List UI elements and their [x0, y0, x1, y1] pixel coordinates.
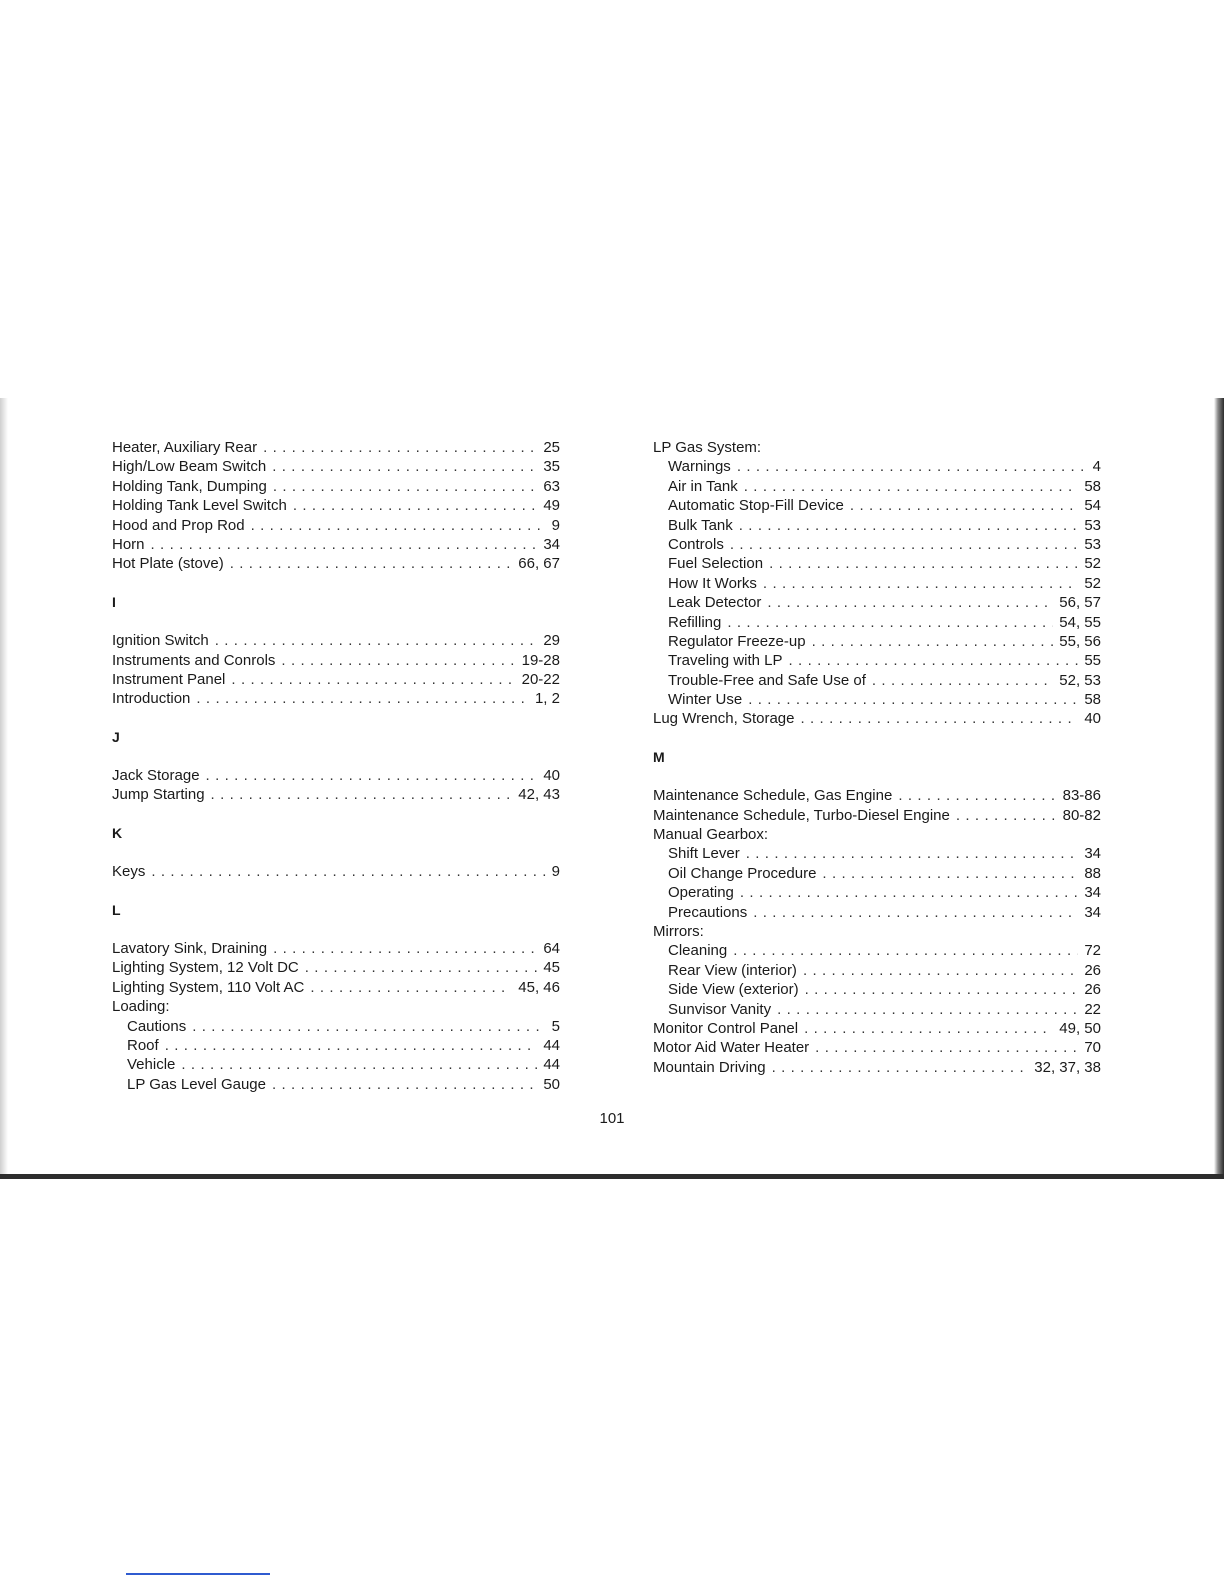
dot-leader: [272, 457, 537, 476]
dot-leader: [165, 1036, 538, 1055]
entry-title: Rear View (interior): [668, 961, 797, 979]
entry-pages: 35: [543, 458, 560, 476]
entry-pages: 49, 50: [1059, 1019, 1101, 1037]
entry-pages: 64: [543, 940, 560, 958]
dot-leader: [251, 516, 546, 535]
entry-pages: 22: [1084, 1000, 1101, 1018]
entry-pages: 40: [1084, 710, 1101, 728]
dot-leader: [748, 690, 1078, 709]
index-entry[interactable]: [112, 457, 560, 476]
index-entry[interactable]: [112, 689, 560, 708]
mirrors-heading: Mirrors:: [653, 922, 704, 940]
dot-leader: [293, 496, 537, 515]
entry-pages: 54: [1084, 497, 1101, 515]
index-subentry[interactable]: [653, 844, 1101, 863]
entry-title: Heater, Auxiliary Rear: [112, 439, 258, 456]
entry-title: Lug Wrench, Storage: [653, 710, 795, 728]
entry-pages: 45, 46: [518, 978, 560, 996]
dot-leader: [815, 1038, 1078, 1057]
index-subentry[interactable]: [653, 651, 1101, 670]
dot-leader: [281, 651, 515, 670]
index-entry[interactable]: [112, 862, 560, 881]
entry-pages: 34: [1084, 884, 1101, 902]
dot-leader: [777, 1000, 1078, 1019]
entry-pages: 54, 55: [1059, 613, 1101, 631]
entry-title: Keys: [112, 863, 146, 881]
index-entry[interactable]: [653, 1058, 1101, 1077]
entry-pages: 53: [1084, 535, 1101, 553]
index-entry[interactable]: [112, 939, 560, 958]
book-spine-edge: [1214, 398, 1224, 1178]
entry-pages: 44: [543, 1036, 560, 1054]
dot-leader: [789, 651, 1079, 670]
entry-title: Roof: [127, 1036, 159, 1054]
index-subentry[interactable]: [112, 1017, 560, 1036]
m-section: [653, 786, 1101, 825]
index-subentry[interactable]: [653, 516, 1101, 535]
entry-title: Instruments and Conrols: [112, 651, 276, 669]
index-subentry[interactable]: [653, 671, 1101, 690]
index-subentry[interactable]: [653, 477, 1101, 496]
index-subentry[interactable]: [112, 1055, 560, 1074]
index-entry[interactable]: [112, 477, 560, 496]
entry-title: Jump Starting: [112, 786, 205, 804]
loading-subsection: [112, 1017, 560, 1095]
entry-title: Holding Tank Level Switch: [112, 497, 287, 515]
k-section: [112, 862, 560, 881]
entry-title: Sunvisor Vanity: [668, 1000, 772, 1018]
index-entry[interactable]: [112, 785, 560, 804]
dot-leader: [744, 477, 1079, 496]
entry-title: Trouble-Free and Safe Use of: [668, 671, 866, 689]
index-entry[interactable]: [653, 806, 1101, 825]
index-entry[interactable]: [112, 978, 560, 997]
entry-pages: 49: [543, 497, 560, 515]
entry-title: Motor Aid Water Heater: [653, 1039, 810, 1057]
index-entry[interactable]: [112, 958, 560, 977]
entry-pages: 88: [1084, 864, 1101, 882]
index-subentry[interactable]: [653, 535, 1101, 554]
dot-leader: [231, 670, 515, 689]
dot-leader: [872, 671, 1053, 690]
entry-pages: 63: [543, 477, 560, 495]
lp-gas-heading: LP Gas System:: [653, 439, 762, 456]
entry-pages: 53: [1084, 516, 1101, 534]
entry-title: Oil Change Procedure: [668, 864, 817, 882]
entry-title: Traveling with LP: [668, 652, 783, 670]
m-tail-section: [653, 1019, 1101, 1077]
entry-title: Regulator Freeze-up: [668, 632, 806, 650]
entry-pages: 25: [543, 439, 560, 456]
index-subentry[interactable]: [653, 864, 1101, 883]
entry-title: Hot Plate (stove): [112, 555, 224, 573]
dot-leader: [733, 941, 1078, 960]
letter-heading-j: J: [112, 728, 120, 745]
dot-leader: [272, 1075, 537, 1094]
index-entry[interactable]: [653, 1038, 1101, 1057]
entry-pages: 1, 2: [534, 690, 560, 708]
index-subentry[interactable]: [653, 883, 1101, 902]
index-subentry[interactable]: [112, 1036, 560, 1055]
entry-pages: 29: [543, 632, 560, 650]
entry-title: Monitor Control Panel: [653, 1019, 799, 1037]
entry-pages: 83-86: [1062, 787, 1101, 805]
entry-title: Mountain Driving: [653, 1058, 766, 1076]
entry-pages: 52: [1084, 555, 1101, 573]
dot-leader: [739, 516, 1079, 535]
index-subentry[interactable]: [653, 632, 1101, 651]
h-section: [112, 438, 560, 574]
index-entry[interactable]: [112, 766, 560, 785]
dot-leader: [767, 593, 1053, 612]
entry-pages: 52, 53: [1059, 671, 1101, 689]
index-subentry[interactable]: [653, 903, 1101, 922]
entry-title: Cautions: [127, 1017, 187, 1035]
entry-pages: 26: [1084, 981, 1101, 999]
entry-title: Cleaning: [668, 942, 728, 960]
index-entry[interactable]: [112, 438, 560, 457]
index-subentry[interactable]: [653, 690, 1101, 709]
loading-heading: Loading:: [112, 998, 170, 1016]
l-section: [112, 939, 560, 997]
entry-pages: 45: [543, 959, 560, 977]
dot-leader: [181, 1055, 537, 1074]
entry-title: Lavatory Sink, Draining: [112, 940, 268, 958]
entry-pages: 34: [1084, 903, 1101, 921]
index-subentry[interactable]: [653, 593, 1101, 612]
dot-leader: [192, 1017, 545, 1036]
index-entry[interactable]: [112, 535, 560, 554]
index-entry[interactable]: [112, 496, 560, 515]
dot-leader: [805, 980, 1079, 999]
entry-pages: 55, 56: [1059, 632, 1101, 650]
dot-leader: [215, 631, 538, 650]
dot-leader: [151, 535, 538, 554]
entry-title: Holding Tank, Dumping: [112, 477, 267, 495]
page-number: 101: [599, 1110, 625, 1127]
dot-leader: [151, 862, 545, 881]
entry-title: Bulk Tank: [668, 516, 733, 534]
index-subentry[interactable]: [653, 554, 1101, 573]
entry-title: Lighting System, 110 Volt AC: [112, 978, 305, 996]
entry-title: Leak Detector: [668, 594, 762, 612]
entry-title: Warnings: [668, 458, 731, 476]
index-entry[interactable]: [112, 554, 560, 573]
page-shadow-left: [0, 398, 8, 1176]
dot-leader: [769, 554, 1078, 573]
entry-pages: 5: [551, 1017, 560, 1035]
entry-pages: 66, 67: [518, 555, 560, 573]
dot-leader: [800, 709, 1078, 728]
letter-heading-m: M: [653, 748, 665, 765]
entry-title: Introduction: [112, 690, 191, 708]
letter-heading-k: K: [112, 824, 123, 841]
entry-title: How It Works: [668, 574, 757, 592]
entry-pages: 40: [543, 767, 560, 785]
entry-pages: 70: [1084, 1039, 1101, 1057]
entry-title: Maintenance Schedule, Turbo-Diesel Engine: [653, 806, 950, 824]
entry-title: Hood and Prop Rod: [112, 516, 245, 534]
index-subentry[interactable]: [653, 941, 1101, 960]
dot-leader: [273, 939, 537, 958]
dot-leader: [956, 806, 1057, 825]
entry-title: Maintenance Schedule, Gas Engine: [653, 787, 893, 805]
dot-leader: [822, 864, 1078, 883]
dot-leader: [206, 766, 538, 785]
i-section: [112, 631, 560, 709]
entry-pages: 56, 57: [1059, 594, 1101, 612]
dot-leader: [196, 689, 529, 708]
entry-title: Winter Use: [668, 691, 743, 709]
entry-title: Instrument Panel: [112, 670, 226, 688]
letter-heading-l: L: [112, 901, 121, 918]
entry-pages: 58: [1084, 691, 1101, 709]
dot-leader: [730, 535, 1078, 554]
dot-leader: [772, 1058, 1029, 1077]
entry-pages: 34: [543, 535, 560, 553]
index-entry[interactable]: [112, 651, 560, 670]
index-subentry[interactable]: [112, 1075, 560, 1094]
entry-title: Side View (exterior): [668, 981, 799, 999]
entry-pages: 4: [1092, 458, 1101, 476]
manual-gearbox-heading: Manual Gearbox:: [653, 826, 769, 844]
entry-pages: 42, 43: [518, 786, 560, 804]
dot-leader: [310, 978, 512, 997]
dot-leader: [305, 958, 538, 977]
index-subentry[interactable]: [653, 496, 1101, 515]
dot-leader: [273, 477, 538, 496]
dot-leader: [211, 785, 513, 804]
entry-title: Precautions: [668, 903, 748, 921]
dot-leader: [746, 844, 1079, 863]
entry-pages: 26: [1084, 961, 1101, 979]
footer-link-underline[interactable]: [126, 1573, 270, 1575]
entry-pages: 55: [1084, 652, 1101, 670]
j-section: [112, 766, 560, 805]
entry-pages: 19-28: [521, 651, 560, 669]
index-subentry[interactable]: [653, 980, 1101, 999]
entry-pages: 50: [543, 1075, 560, 1093]
index-subentry[interactable]: [653, 1000, 1101, 1019]
index-entry[interactable]: [653, 786, 1101, 805]
dot-leader: [727, 613, 1053, 632]
index-entry[interactable]: [653, 1019, 1101, 1038]
entry-pages: 44: [543, 1056, 560, 1074]
entry-title: Jack Storage: [112, 767, 200, 785]
index-subentry[interactable]: [653, 613, 1101, 632]
entry-title: Controls: [668, 535, 724, 553]
mirrors-subsection: [653, 941, 1101, 1019]
entry-pages: 32, 37, 38: [1034, 1058, 1101, 1076]
index-entry[interactable]: [653, 709, 1101, 728]
dot-leader: [898, 786, 1056, 805]
letter-heading-i: I: [112, 593, 116, 610]
entry-pages: 34: [1084, 845, 1101, 863]
dot-leader: [812, 632, 1054, 651]
dot-leader: [763, 574, 1078, 593]
dot-leader: [263, 438, 537, 457]
entry-pages: 20-22: [521, 670, 560, 688]
entry-pages: 72: [1084, 942, 1101, 960]
dot-leader: [804, 1019, 1053, 1038]
entry-title: Shift Lever: [668, 845, 740, 863]
gearbox-subsection: [653, 844, 1101, 922]
index-left-column: [112, 438, 560, 1094]
entry-pages: 80-82: [1062, 806, 1101, 824]
entry-pages: 58: [1084, 477, 1101, 495]
lp-gas-subsection: [653, 457, 1101, 709]
entry-pages: 52: [1084, 574, 1101, 592]
index-entry[interactable]: [112, 631, 560, 650]
index-subentry[interactable]: [653, 961, 1101, 980]
entry-title: LP Gas Level Gauge: [127, 1075, 266, 1093]
entry-title: Refilling: [668, 613, 722, 631]
entry-title: Fuel Selection: [668, 555, 764, 573]
index-subentry[interactable]: [653, 457, 1101, 476]
dot-leader: [803, 961, 1078, 980]
index-subentry[interactable]: [653, 574, 1101, 593]
entry-title: Ignition Switch: [112, 632, 209, 650]
entry-title: Operating: [668, 884, 734, 902]
entry-title: Automatic Stop-Fill Device: [668, 497, 844, 515]
entry-title: Lighting System, 12 Volt DC: [112, 959, 299, 977]
entry-pages: 9: [551, 863, 560, 881]
entry-pages: 9: [551, 516, 560, 534]
index-right-column: [653, 438, 1101, 1077]
index-entry[interactable]: [112, 516, 560, 535]
page-bottom-edge: [0, 1174, 1224, 1179]
entry-title: Horn: [112, 535, 145, 553]
dot-leader: [850, 496, 1078, 515]
dot-leader: [737, 457, 1087, 476]
dot-leader: [740, 883, 1078, 902]
index-entry[interactable]: [112, 670, 560, 689]
dot-leader: [753, 903, 1078, 922]
dot-leader: [230, 554, 513, 573]
entry-title: Vehicle: [127, 1056, 176, 1074]
entry-title: Air in Tank: [668, 477, 738, 495]
entry-title: High/Low Beam Switch: [112, 458, 267, 476]
